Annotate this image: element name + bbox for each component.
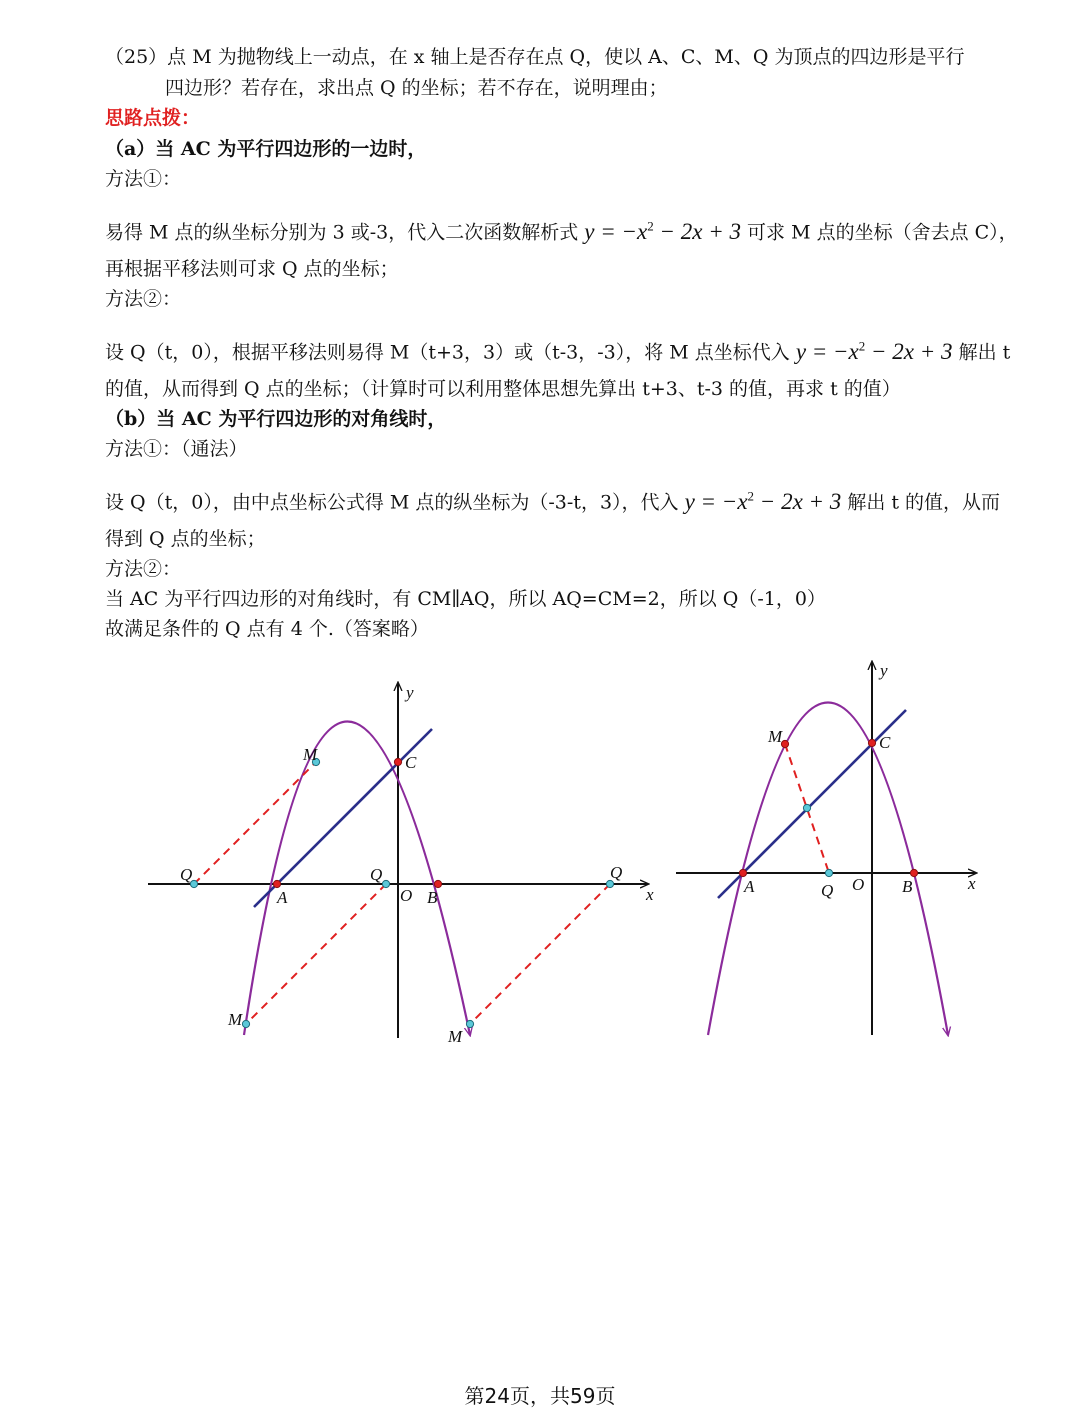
left-label-m2: M xyxy=(228,1010,243,1029)
case-b-method1-line2: 得到 Q 点的坐标； xyxy=(105,528,266,550)
right-point-q xyxy=(825,869,832,876)
right-label-b: B xyxy=(902,877,913,896)
formula-exp: 2 xyxy=(647,218,654,233)
case-a-method2-label: 方法②： xyxy=(105,288,182,310)
formula-exp: 2 xyxy=(747,488,755,503)
right-point-c xyxy=(868,739,875,746)
case-b-method1-pre: 设 Q（t，0），由中点坐标公式得 M 点的纵坐标为（-3-t，3），代入 xyxy=(105,491,679,514)
right-label-o: O xyxy=(852,875,865,894)
page-footer: 第24页，共59页 xyxy=(464,1384,616,1408)
case-a-method2-post: 解出 t xyxy=(958,341,1011,364)
right-label-c: C xyxy=(879,733,891,752)
case-b-method1-post: 解出 t 的值，从而 xyxy=(847,491,1001,514)
right-point-b xyxy=(910,869,917,876)
left-label-q2: Q xyxy=(370,865,383,884)
right-label-a: A xyxy=(744,877,755,896)
left-label-x: x xyxy=(646,885,654,904)
right-point-mid xyxy=(803,804,810,811)
formula-rhs: − 2x + 3 xyxy=(754,488,842,514)
left-label-b: B xyxy=(427,888,438,907)
right-point-a xyxy=(739,869,746,876)
case-a-method1-line2: 再根据平移法则可求 Q 点的坐标； xyxy=(105,258,399,280)
formula-lhs: y = −x xyxy=(584,218,648,244)
formula-rhs: − 2x + 3 xyxy=(653,218,741,244)
left-label-m3: M xyxy=(448,1027,463,1046)
hint-title: 思路点拨： xyxy=(105,107,201,129)
right-label-y: y xyxy=(880,661,888,680)
right-label-m: M xyxy=(768,727,783,746)
formula-lhs: y = −x xyxy=(795,338,859,364)
left-label-c: C xyxy=(405,753,417,772)
left-label-y: y xyxy=(406,683,414,702)
left-label-o: O xyxy=(400,886,413,905)
left-label-q3: Q xyxy=(610,863,623,882)
case-b-method2-label: 方法②： xyxy=(105,558,182,580)
case-a-method1-post: 可求 M 点的坐标（舍去点 C）， xyxy=(747,221,1018,244)
left-label-a: A xyxy=(277,888,288,907)
case-a-method1-label: 方法①： xyxy=(105,168,182,190)
case-a-title: （a）当 AC 为平行四边形的一边时， xyxy=(105,138,427,160)
problem-line-1: （25）点 M 为抛物线上一动点，在 x 轴上是否存在点 Q，使以 A、C、M、Q 为顶点的四边形是平行 xyxy=(105,46,965,68)
right-point-m xyxy=(781,740,788,747)
case-b-title: （b）当 AC 为平行四边形的对角线时， xyxy=(105,408,447,430)
case-a-method1-pre: 易得 M 点的纵坐标分别为 3 或-3，代入二次函数解析式 xyxy=(105,221,579,244)
problem-line-2: 四边形？若存在，求出点 Q 的坐标；若不存在，说明理由； xyxy=(165,77,668,99)
right-label-q: Q xyxy=(821,881,834,900)
left-label-q1: Q xyxy=(180,865,193,884)
formula-lhs: y = −x xyxy=(684,488,748,514)
case-b-method1-label: 方法①：（通法） xyxy=(105,438,248,460)
right-label-x: x xyxy=(968,874,976,893)
formula-exp: 2 xyxy=(858,338,866,353)
left-label-m1: M xyxy=(303,745,318,764)
case-b-method2-text: 当 AC 为平行四边形的对角线时，有 CM∥AQ，所以 AQ=CM=2，所以 Q（-1，0） xyxy=(105,588,826,610)
right-line-ac xyxy=(718,710,906,898)
formula-rhs: − 2x + 3 xyxy=(865,338,953,364)
case-b-conclusion: 故满足条件的 Q 点有 4 个.（答案略） xyxy=(105,618,429,640)
case-a-method2-pre: 设 Q（t，0），根据平移法则易得 M（t+3，3）或（t-3，-3），将 M 点坐标代入 xyxy=(105,341,790,364)
case-a-method2-line2: 的值，从而得到 Q 点的坐标；（计算时可以利用整体思想先算出 t+3、t-3 的值，再求 t 的值） xyxy=(105,378,901,400)
